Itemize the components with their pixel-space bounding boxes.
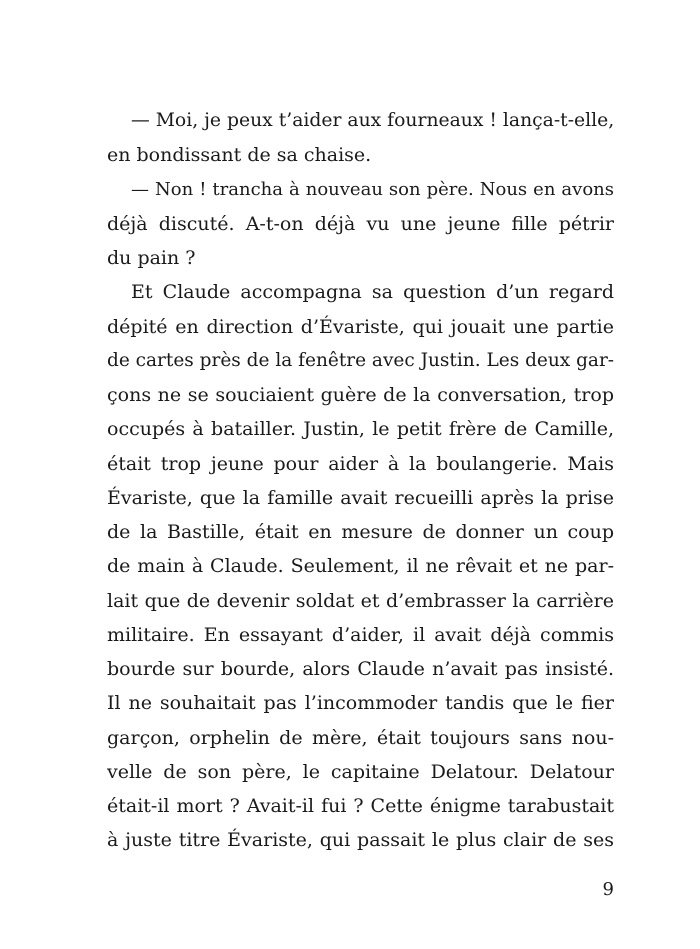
text-line: bourde sur bourde, alors Claude n’avait pas insisté. <box>107 658 614 680</box>
text-line: occupés à batailler. Justin, le petit frère de Camille, <box>107 418 614 441</box>
text-line: était trop jeune pour aider à la boulangerie. Mais <box>107 452 614 475</box>
body-text <box>107 104 614 858</box>
text-line: garçon, orphelin de mère, était toujours sans nou- <box>107 726 614 749</box>
text-line: çons ne se souciaient guère de la conversation, trop <box>107 384 614 406</box>
text-line: de main à Claude. Seulement, il ne rêvait et ne par- <box>107 555 614 578</box>
text-line: dépité en direction d’Évariste, qui jouait une partie <box>107 315 614 338</box>
text-line: du pain ? <box>107 247 196 269</box>
text-line: — Non ! trancha à nouveau son père. Nous en avons <box>131 178 614 200</box>
text-line: — Moi, je peux t’aider aux fourneaux ! lança-t-elle, <box>131 110 614 131</box>
text-line: velle de son père, le capitaine Delatour. Delatour <box>107 760 614 783</box>
text-line: à juste titre Évariste, qui passait le plus clair de ses <box>107 829 614 852</box>
text-line: de cartes près de la fenêtre avec Justin. Les deux gar- <box>107 349 614 371</box>
text-line: lait que de devenir soldat et d’embrasser la carrière <box>107 589 614 612</box>
text-line: déjà discuté. A-t-on déjà vu une jeune fille pétrir <box>107 212 614 235</box>
text-line: militaire. En essayant d’aider, il avait déjà commis <box>107 623 614 646</box>
text-line: Évariste, que la famille avait recueilli après la prise <box>107 486 614 509</box>
text-line: était-il mort ? Avait-il fui ? Cette énigme tarabustait <box>107 795 614 817</box>
text-line: Il ne souhaitait pas l’incommoder tandis que le fier <box>107 692 614 715</box>
page-number: 9 <box>602 879 614 900</box>
text-line: en bondissant de sa chaise. <box>107 144 372 167</box>
text-line: Et Claude accompagna sa question d’un regard <box>131 281 614 304</box>
text-line: de la Bastille, était en mesure de donner un coup <box>107 521 614 543</box>
